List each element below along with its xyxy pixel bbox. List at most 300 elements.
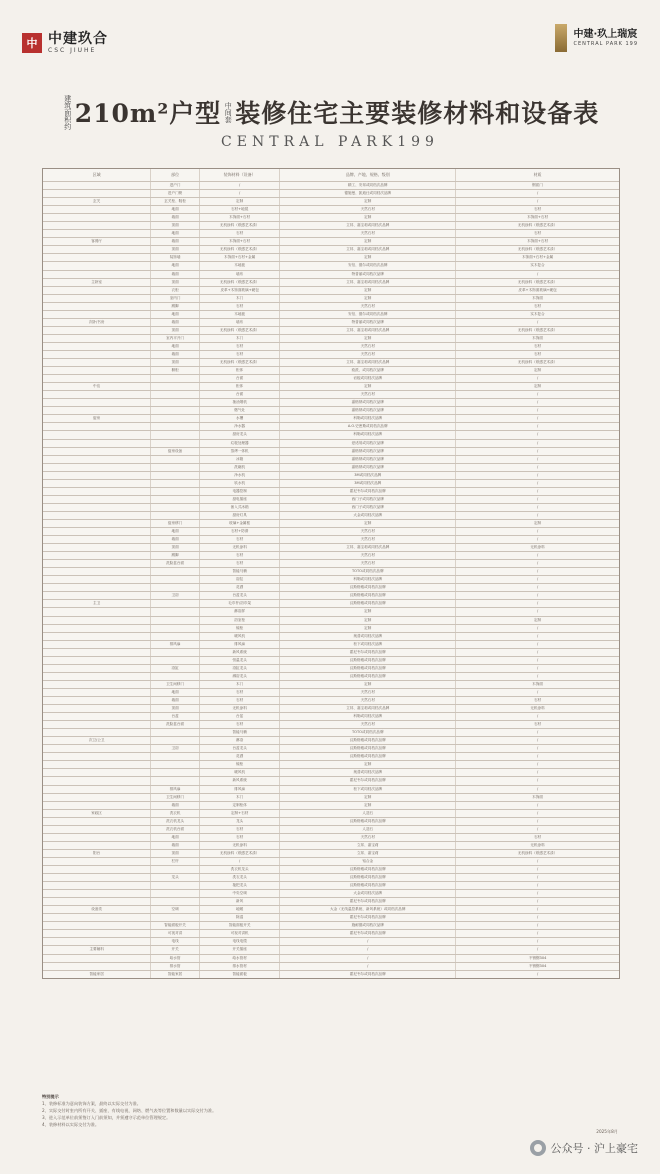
table-row <box>43 205 619 213</box>
table-cell: 定制 <box>279 295 455 302</box>
table-cell: / <box>455 190 619 197</box>
table-cell: 大金（无线温控系统、新风系统）或同档次品牌 <box>279 906 455 913</box>
table-cell <box>150 440 199 447</box>
table-row <box>43 278 619 286</box>
table-cell: 天然石材 <box>279 303 455 310</box>
table-cell <box>43 930 150 937</box>
table-cell: 木饰面+石材 <box>199 238 279 245</box>
table-cell: 岩板或同档次品牌 <box>279 375 455 382</box>
table-cell <box>43 512 150 519</box>
table-row <box>43 736 619 744</box>
table-cell: 嘉格纳或同档次品牌 <box>279 399 455 406</box>
table-cell <box>43 271 150 278</box>
table-cell: 定制 <box>455 383 619 390</box>
table-cell: 霍尼韦尔或同档次品牌 <box>279 488 455 495</box>
table-cell <box>43 657 150 664</box>
table-row <box>43 253 619 261</box>
table-cell <box>43 866 150 873</box>
table-cell: 石材 <box>199 230 279 237</box>
table-cell: 洗脸盆台面 <box>150 721 199 728</box>
table-row <box>43 865 619 873</box>
table-cell: / <box>455 480 619 487</box>
brand-left-name: 中建玖合 <box>48 31 108 47</box>
table-row <box>43 881 619 889</box>
table-cell <box>43 898 150 905</box>
table-cell: 洗碗机 <box>199 464 279 471</box>
table-cell: 踢脚 <box>150 552 199 559</box>
table-cell: / <box>455 625 619 632</box>
table-cell: 地面 <box>150 230 199 237</box>
table-cell <box>150 890 199 897</box>
table-row <box>43 374 619 382</box>
watermark-text: 公众号 · 沪上豪宅 <box>550 1142 638 1155</box>
table-row <box>43 712 619 720</box>
table-cell <box>43 955 150 962</box>
table-cell <box>150 777 199 784</box>
table-cell: 实木复合 <box>455 262 619 269</box>
table-cell: 排水管 <box>150 963 199 970</box>
table-cell <box>150 625 199 632</box>
table-cell: 大金或同档次品牌 <box>279 512 455 519</box>
table-cell <box>43 689 150 696</box>
table-cell: 霍尼韦尔或同档次品牌 <box>279 971 455 978</box>
table-cell: 定制 <box>279 238 455 245</box>
table-row <box>43 696 619 704</box>
table-cell: 顶面 <box>150 246 199 253</box>
table-cell: 玻璃+金属框 <box>199 520 279 527</box>
wechat-icon <box>530 1140 546 1156</box>
table-cell: 蒸烤一体机 <box>199 448 279 455</box>
table-cell: 德施曼、凯迪仕或同档次品牌 <box>279 190 455 197</box>
table-cell: 天然石材 <box>279 721 455 728</box>
table-cell: 定制 <box>279 802 455 809</box>
table-cell: 洗脸盆台面 <box>150 560 199 567</box>
table-cell: TOTO或同档次品牌 <box>279 568 455 575</box>
table-row <box>43 905 619 913</box>
table-cell: 木饰面 <box>455 794 619 801</box>
table-cell <box>43 584 150 591</box>
table-cell <box>43 343 150 350</box>
table-cell: 地面 <box>150 834 199 841</box>
table-cell: 无机涂料（纸感艺术漆） <box>199 246 279 253</box>
table-cell <box>43 641 150 648</box>
table-cell: 净水机 <box>199 472 279 479</box>
table-cell: 定制 <box>279 520 455 527</box>
table-cell <box>43 520 150 527</box>
title-unit-type: 210m²户型 <box>74 99 222 128</box>
table-row <box>43 937 619 945</box>
table-cell: / <box>279 963 455 970</box>
table-cell <box>150 649 199 656</box>
table-row <box>43 479 619 487</box>
table-cell: 定制 <box>279 198 455 205</box>
table-cell: / <box>455 914 619 921</box>
table-cell <box>150 512 199 519</box>
table-cell: 木饰面+石材+金属 <box>455 254 619 261</box>
table-row <box>43 744 619 752</box>
table-cell <box>43 625 150 632</box>
table-cell: 定制 <box>279 287 455 294</box>
table-cell: 新风 <box>199 898 279 905</box>
table-cell <box>43 890 150 897</box>
table-cell: 装饰墙 <box>150 254 199 261</box>
table-cell: 定制 <box>279 625 455 632</box>
table-cell: 嘉格纳或同档次品牌 <box>279 456 455 463</box>
table-cell: / <box>199 190 279 197</box>
table-cell: 新风系统 <box>199 777 279 784</box>
table-cell: 无机涂料（纸感艺术漆） <box>199 850 279 857</box>
table-cell: / <box>455 858 619 865</box>
table-cell: 抽油烟机 <box>199 399 279 406</box>
table-cell: 定制柜体 <box>199 802 279 809</box>
table-cell: 嘉格纳或同档次品牌 <box>279 407 455 414</box>
table-row <box>43 439 619 447</box>
table-cell: 厨房设备 <box>150 448 199 455</box>
table-cell <box>43 287 150 294</box>
table-cell <box>43 222 150 229</box>
table-cell: / <box>455 898 619 905</box>
table-row <box>43 825 619 833</box>
table-cell: 无机涂料（纸感艺术漆） <box>199 279 279 286</box>
table-cell: 垃圾处理器 <box>199 440 279 447</box>
table-row <box>43 897 619 905</box>
table-cell <box>43 544 150 551</box>
table-row <box>43 511 619 519</box>
table-cell: 木饰面+石材 <box>455 214 619 221</box>
table-cell: 墙布 <box>199 319 279 326</box>
table-cell: 顶面 <box>150 705 199 712</box>
table-cell: 墙面 <box>150 214 199 221</box>
table-cell <box>43 842 150 849</box>
table-row <box>43 535 619 543</box>
table-cell <box>43 568 150 575</box>
table-row <box>43 221 619 229</box>
table-row <box>43 672 619 680</box>
table-cell <box>43 391 150 398</box>
table-cell: 不锈钢304 <box>455 955 619 962</box>
table-cell: 定制 <box>199 198 279 205</box>
table-cell: 无机涂料 <box>199 544 279 551</box>
table-cell: / <box>455 536 619 543</box>
table-cell: 天然石材 <box>279 834 455 841</box>
table-cell <box>43 431 150 438</box>
table-cell: 奥普或同档次品牌 <box>279 769 455 776</box>
table-cell <box>43 359 150 366</box>
table-cell: 栏杆 <box>150 858 199 865</box>
table-cell: 电器控制 <box>199 488 279 495</box>
table-row <box>43 447 619 455</box>
table-row <box>43 519 619 527</box>
table-cell: 无机涂料（纸感艺术漆） <box>455 327 619 334</box>
table-cell: 浴缸龙头 <box>199 665 279 672</box>
table-cell: 镜柜 <box>199 761 279 768</box>
table-cell: 精工、安邦或同档次品牌 <box>279 182 455 189</box>
table-cell: 设备类 <box>91 907 103 912</box>
table-cell: 地面 <box>150 311 199 318</box>
table-row <box>43 768 619 776</box>
table-cell: 石材 <box>199 697 279 704</box>
table-cell: 石材 <box>455 834 619 841</box>
table-cell: 石材 <box>199 721 279 728</box>
table-cell <box>150 633 199 640</box>
table-cell <box>43 697 150 704</box>
table-cell <box>43 608 150 615</box>
table-cell <box>43 745 150 752</box>
table-cell: 厨电插座 <box>199 496 279 503</box>
table-cell: 浴缸 <box>150 665 199 672</box>
table-cell: 排水管材 <box>199 963 279 970</box>
table-cell <box>150 608 199 615</box>
table-row <box>43 471 619 479</box>
note-item: 4、装修材料以实际交付为准。 <box>42 1122 100 1127</box>
table-cell: 特普丽或同档次品牌 <box>279 319 455 326</box>
table-row <box>43 382 619 390</box>
table-row <box>43 841 619 849</box>
table-cell: 天然石材 <box>279 351 455 358</box>
table-cell: 安信、德尔或同档次品牌 <box>279 311 455 318</box>
table-cell: 石材 <box>455 351 619 358</box>
table-cell: 地暖 <box>199 906 279 913</box>
table-cell: 汉斯格雅或同档次品牌 <box>279 600 455 607</box>
table-cell: 电线电缆 <box>199 938 279 945</box>
table-cell: 定制 <box>279 254 455 261</box>
table-cell: / <box>455 552 619 559</box>
table-row <box>43 414 619 422</box>
table-cell <box>43 327 150 334</box>
table-cell: 智能面板开关 <box>150 922 199 929</box>
table-cell: / <box>455 423 619 430</box>
table-cell: / <box>455 512 619 519</box>
table-cell: / <box>455 504 619 511</box>
table-cell: 卫浴 <box>150 592 199 599</box>
table-cell: / <box>455 464 619 471</box>
table-row <box>43 801 619 809</box>
table-row <box>43 632 619 640</box>
table-cell: 燃气灶 <box>199 407 279 414</box>
table-cell: 智能家居 <box>150 971 199 978</box>
table-cell: / <box>455 568 619 575</box>
table-cell: 木门 <box>199 295 279 302</box>
table-cell: 无机涂料（纸感艺术漆） <box>455 359 619 366</box>
table-cell: 进户门锁 <box>150 190 199 197</box>
table-row <box>43 310 619 318</box>
table-cell: 石材 <box>199 552 279 559</box>
table-cell: 科勒或同档次品牌 <box>279 431 455 438</box>
table-cell: / <box>455 946 619 953</box>
table-row <box>43 591 619 599</box>
table-cell: 特普丽或同档次品牌 <box>279 271 455 278</box>
table-row <box>43 624 619 632</box>
table-cell: 木门 <box>199 335 279 342</box>
table-cell: 龙头 <box>199 818 279 825</box>
table-cell: 墙布 <box>199 271 279 278</box>
table-row <box>43 294 619 302</box>
table-cell: 天然石材 <box>279 206 455 213</box>
table-cell: 水槽 <box>199 415 279 422</box>
table-cell: / <box>455 665 619 672</box>
table-cell: 人造石 <box>279 826 455 833</box>
table-cell: / <box>455 633 619 640</box>
table-cell: 墙面 <box>150 351 199 358</box>
table-cell: / <box>455 649 619 656</box>
table-cell: 嘉格纳或同档次品牌 <box>279 464 455 471</box>
table-cell <box>43 818 150 825</box>
table-cell: / <box>455 745 619 752</box>
table-cell: 顶面 <box>150 279 199 286</box>
table-cell: 石材+防滑 <box>199 528 279 535</box>
table-cell: 定制 <box>279 214 455 221</box>
table-row <box>43 752 619 760</box>
table-cell <box>150 391 199 398</box>
table-cell <box>150 375 199 382</box>
watermark <box>530 1140 639 1156</box>
table-cell: 大金或同档次品牌 <box>279 890 455 897</box>
table-cell: 镜柜 <box>199 625 279 632</box>
table-cell: 家政区 <box>91 810 103 815</box>
table-cell <box>43 375 150 382</box>
table-cell: / <box>455 826 619 833</box>
table-cell: 除湿 <box>199 914 279 921</box>
table-row <box>43 422 619 430</box>
table-cell: 立邦、嘉宝莉或同档次品牌 <box>279 705 455 712</box>
table-cell: 石材 <box>199 689 279 696</box>
table-row <box>43 302 619 310</box>
table-cell <box>43 448 150 455</box>
table-cell <box>43 794 150 801</box>
table-cell: 汉斯格雅或同档次品牌 <box>279 745 455 752</box>
table-cell: 皮革+木饰面玻璃+硬包 <box>455 287 619 294</box>
table-cell <box>43 456 150 463</box>
table-cell: 霍尼韦尔或同档次品牌 <box>279 649 455 656</box>
table-row <box>43 245 619 253</box>
table-cell <box>43 488 150 495</box>
table-row <box>43 873 619 881</box>
table-cell <box>43 214 150 221</box>
brand-right-name: 中建·玖上瑞宸 <box>573 29 638 40</box>
table-cell <box>43 665 150 672</box>
table-cell: / <box>455 319 619 326</box>
table-row <box>43 503 619 511</box>
table-cell <box>43 230 150 237</box>
table-cell: 暖风机 <box>199 769 279 776</box>
table-cell: 石材 <box>199 560 279 567</box>
table-cell <box>150 866 199 873</box>
table-cell: / <box>455 391 619 398</box>
table-cell: 石材 <box>455 230 619 237</box>
table-cell: 洗衣机龙头 <box>199 866 279 873</box>
table-cell: / <box>455 576 619 583</box>
table-row <box>43 583 619 591</box>
table-cell: 木饰面+石材+金属 <box>199 254 279 261</box>
table-cell: 天然石材 <box>279 697 455 704</box>
table-row <box>43 785 619 793</box>
table-cell <box>43 552 150 559</box>
table-cell: / <box>455 874 619 881</box>
table-row <box>43 760 619 768</box>
table-cell: 汉斯格雅或同档次品牌 <box>279 592 455 599</box>
table-row <box>43 817 619 825</box>
table-cell: 不锈钢304 <box>455 963 619 970</box>
table-cell: 台盆 <box>199 713 279 720</box>
table-cell: / <box>455 713 619 720</box>
table-cell: 给水管 <box>150 955 199 962</box>
table-cell <box>43 753 150 760</box>
table-cell: 木门 <box>199 794 279 801</box>
table-row <box>43 970 619 978</box>
table-cell: / <box>455 769 619 776</box>
table-row <box>43 390 619 398</box>
table-cell: 木饰面 <box>455 335 619 342</box>
table-cell: / <box>455 399 619 406</box>
table-cell: 施耐德或同档次品牌 <box>279 922 455 929</box>
table-cell: 爱适易或同档次品牌 <box>279 440 455 447</box>
table-row <box>43 326 619 334</box>
table-cell <box>43 777 150 784</box>
table-cell <box>150 882 199 889</box>
table-cell: 嘉格纳或同档次品牌 <box>279 448 455 455</box>
table-cell: 墙面 <box>150 536 199 543</box>
table-cell: 排风扇 <box>199 786 279 793</box>
table-cell: 石材 <box>199 303 279 310</box>
table-cell <box>43 399 150 406</box>
note-item: 3、进入示范单位前须签订入门前须知，并须遵守示范单位管理规定。 <box>42 1115 171 1120</box>
table-row <box>43 318 619 326</box>
table-cell: 立邦、嘉宝莉或同档次品牌 <box>279 279 455 286</box>
table-cell: 西门子或同档次品牌 <box>279 504 455 511</box>
table-header-cell: 装饰材料（设备） <box>199 169 279 181</box>
table-cell: / <box>455 584 619 591</box>
table-cell: / <box>455 922 619 929</box>
brand-logo-right <box>555 24 638 52</box>
table-cell: 霍尼韦尔或同档次品牌 <box>279 914 455 921</box>
table-row <box>43 237 619 245</box>
table-cell: 定制 <box>279 608 455 615</box>
table-cell: 软水机 <box>199 480 279 487</box>
table-cell: / <box>455 882 619 889</box>
table-cell: 3M或同档次品牌 <box>279 472 455 479</box>
table-row <box>43 358 619 366</box>
table-cell: 天然石材 <box>279 391 455 398</box>
table-cell: / <box>455 375 619 382</box>
brand-right-en: CENTRAL PARK 199 <box>573 41 638 47</box>
table-cell <box>150 729 199 736</box>
table-cell <box>43 182 150 189</box>
table-row <box>43 793 619 801</box>
table-cell: 厨房灯具 <box>199 512 279 519</box>
table-cell: 立邦、嘉宝莉或同档次品牌 <box>279 544 455 551</box>
table-cell: / <box>455 802 619 809</box>
table-cell: 地面 <box>150 689 199 696</box>
table-cell: 台盆龙头 <box>199 745 279 752</box>
table-cell: 霍尼韦尔或同档次品牌 <box>279 898 455 905</box>
table-cell: / <box>455 641 619 648</box>
table-cell: 钢质门 <box>455 182 619 189</box>
table-cell: / <box>455 608 619 615</box>
table-cell <box>43 681 150 688</box>
table-row <box>43 342 619 350</box>
table-cell: 天然石材 <box>279 528 455 535</box>
table-cell <box>43 206 150 213</box>
table-cell <box>43 190 150 197</box>
table-cell <box>150 600 199 607</box>
table-cell <box>43 472 150 479</box>
table-cell: 顶面 <box>150 327 199 334</box>
table-cell: 无机涂料 <box>199 842 279 849</box>
table-header-cell: 部位 <box>150 169 199 181</box>
table-cell: 主要辅料 <box>89 947 104 952</box>
table-cell: 汉斯格雅或同档次品牌 <box>279 657 455 664</box>
table-cell: 立邦、嘉宝莉或同档次品牌 <box>279 359 455 366</box>
